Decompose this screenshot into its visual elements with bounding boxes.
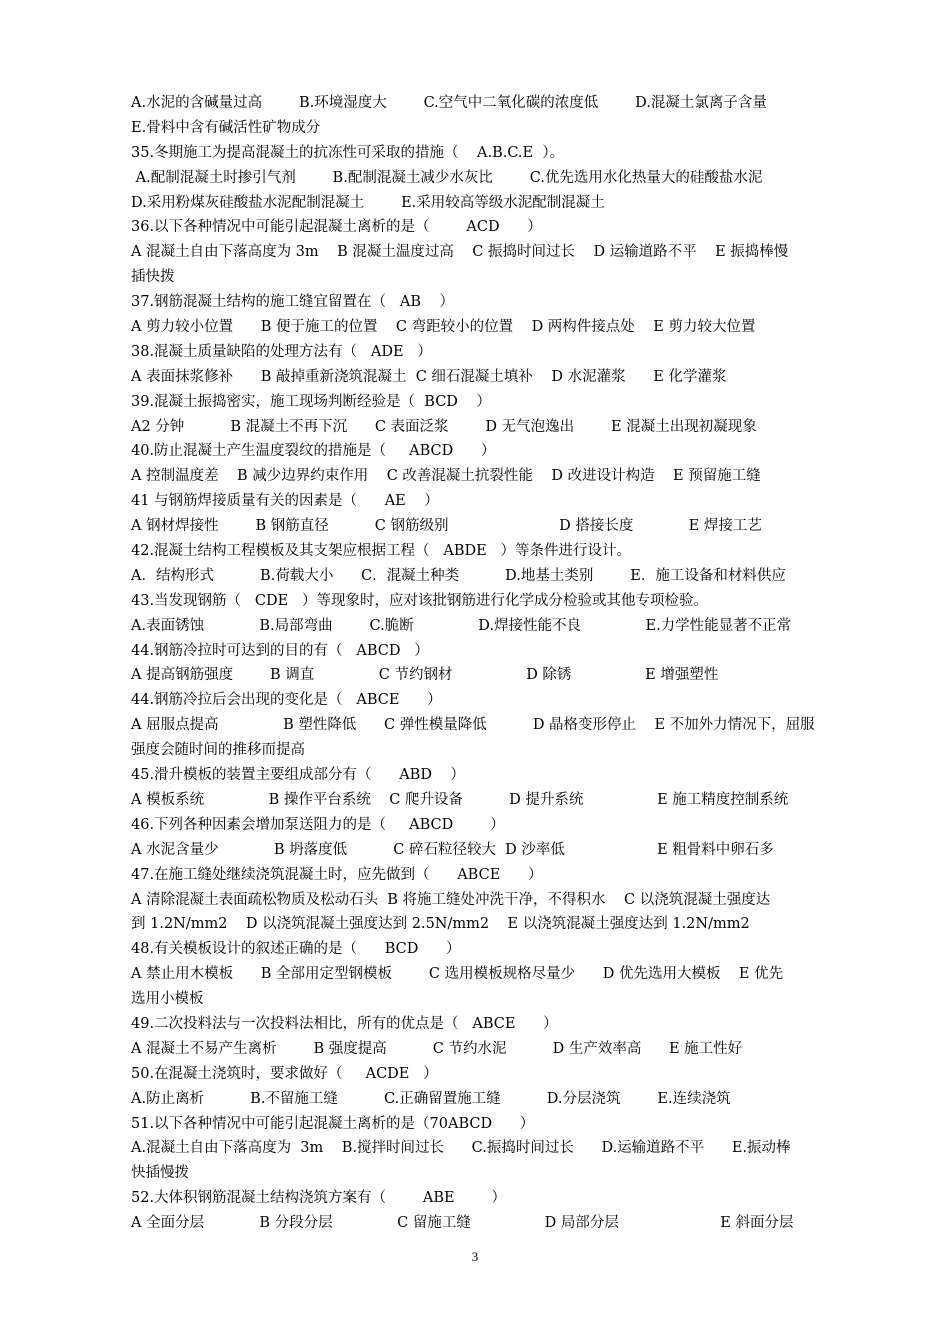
question-line: 37.钢筋混凝土结构的施工缝宜留置在（ AB ） (131, 294, 454, 311)
text-line: A.水泥的含碱量过高 B.环境湿度大 C.空气中二氧化碳的浓度低 D.混凝土氯离子含量 (131, 95, 767, 111)
question-line: 44.钢筋冷拉时可达到的目的有（ ABCD ） (131, 642, 429, 659)
question-line: 49.二次投料法与一次投料法相比，所有的优点是（ ABCE ） (131, 1015, 558, 1032)
text-line: A.混凝土自由下落高度为 3m B.搅拌时间过长 C.振捣时间过长 D.运输道路不平 E.振动棒 (131, 1140, 791, 1157)
text-line: A 混凝土不易产生离析 B 强度提高 C 节约水泥 D 生产效率高 E 施工性好 (131, 1040, 743, 1057)
question-line: 46.下列各种因素会增加泵送阻力的是（ ABCD ） (131, 816, 505, 833)
text-line: A.表面锈蚀 B.局部弯曲 C.脆断 D.焊接性能不良 E.力学性能显著不正常 (131, 617, 792, 634)
text-line: A.配制混凝土时掺引气剂 B.配制混凝土减少水灰比 C.优先选用水化热量大的硅酸盐水泥 (131, 169, 763, 186)
question-line: 38.混凝土质量缺陷的处理方法有（ ADE ） (131, 343, 432, 360)
text-line: A 控制温度差 B 减少边界约束作用 C 改善混凝土抗裂性能 D 改进设计构造 E 预留施工缝 (131, 468, 761, 485)
text-line: A 水泥含量少 B 坍落度低 C 碎石粒径较大 D 沙率低 E 粗骨料中卵石多 (131, 841, 774, 858)
text-line: A 混凝土自由下落高度为 3m B 混凝土温度过高 C 振捣时间过长 D 运输道路不平 E 振捣棒慢 (131, 244, 789, 261)
page-number: 3 (471, 1249, 479, 1264)
question-line: 51.以下各种情况中可能引起混凝土离析的是（70ABCD ） (131, 1115, 535, 1132)
question-line: 41 与钢筋焊接质量有关的因素是（ AE ） (131, 493, 439, 510)
text-line: 选用小模板 (131, 991, 204, 1008)
document-body (131, 91, 861, 1236)
question-line: 44.钢筋冷拉后会出现的变化是（ ABCE ） (131, 692, 442, 709)
question-line: 39.混凝土振捣密实，施工现场判断经验是（ BCD ） (131, 393, 491, 410)
text-line: A．结构形式 B.荷载大小 C．混凝土种类 D.地基土类别 E．施工设备和材料供应 (131, 567, 786, 584)
text-line: 强度会随时间的推移而提高 (131, 742, 305, 759)
text-line: 快插慢拨 (131, 1165, 189, 1182)
question-line: 42.混凝土结构工程模板及其支架应根据工程（ ABDE ）等条件进行设计。 (131, 543, 632, 560)
text-line: A 剪力较小位置 B 便于施工的位置 C 弯距较小的位置 D 两构件接点处 E 剪力较大位置 (131, 319, 756, 336)
text-line: A.防止离析 B.不留施工缝 C.正确留置施工缝 D.分层浇筑 E.连续浇筑 (131, 1090, 731, 1107)
text-line: E.骨料中含有碱活性矿物成分 (131, 119, 321, 136)
text-line: A 禁止用木模板 B 全部用定型钢模板 C 选用模板规格尽量少 D 优先选用大模板 E 优先 (131, 966, 784, 983)
text-line: A 提高钢筋强度 B 调直 C 节约钢材 D 除锈 E 增强塑性 (131, 667, 719, 684)
question-line: 45.滑升模板的装置主要组成部分有（ ABD ） (131, 767, 465, 784)
question-line: 48.有关模板设计的叙述正确的是（ BCD ） (131, 941, 461, 958)
question-line: 50.在混凝土浇筑时，要求做好（ ACDE ） (131, 1065, 438, 1082)
text-line: A2 分钟 B 混凝土不再下沉 C 表面泛浆 D 无气泡逸出 E 混凝土出现初凝现象 (131, 418, 757, 435)
text-line: A 清除混凝土表面疏松物质及松动石头 B 将施工缝处冲洗干净，不得积水 C 以浇筑混凝土强度达 (131, 891, 771, 908)
text-line: A 表面抹浆修补 B 敲掉重新浇筑混凝土 C 细石混凝土填补 D 水泥灌浆 E 化学灌浆 (131, 368, 727, 385)
question-line: 52.大体积钢筋混凝土结构浇筑方案有（ ABE ） (131, 1190, 507, 1207)
question-line: 36.以下各种情况中可能引起混凝土离析的是（ ACD ） (131, 219, 542, 236)
text-line: A 钢材焊接性 B 钢筋直径 C 钢筋级别 D 搭接长度 E 焊接工艺 (131, 518, 762, 535)
text-line: A 模板系统 B 操作平台系统 C 爬升设备 D 提升系统 E 施工精度控制系统 (131, 791, 789, 808)
text-line: 到 1.2N/mm2 D 以浇筑混凝土强度达到 2.5N/mm2 E 以浇筑混凝土强度达到 1.2N/mm2 (131, 916, 750, 933)
text-line: A 屈服点提高 B 塑性降低 C 弹性模量降低 D 晶格变形停止 E 不加外力情况下，屈服 (131, 717, 815, 734)
text-line: D.采用粉煤灰硅酸盐水泥配制混凝土 E.采用较高等级水泥配制混凝土 (131, 194, 605, 211)
question-line: 47.在施工缝处继续浇筑混凝土时，应先做到（ ABCE ） (131, 866, 543, 883)
text-line: A 全面分层 B 分段分层 C 留施工缝 D 局部分层 E 斜面分层 (131, 1215, 794, 1232)
question-line: 35.冬期施工为提高混凝土的抗冻性可采取的措施（ A.B.C.E ）。 (131, 144, 565, 161)
question-line: 40.防止混凝土产生温度裂纹的措施是（ ABCD ） (131, 443, 496, 460)
question-line: 43.当发现钢筋（ CDE ）等现象时，应对该批钢筋进行化学成分检验或其他专项检验。 (131, 592, 709, 609)
text-line: 插快拨 (131, 269, 175, 286)
